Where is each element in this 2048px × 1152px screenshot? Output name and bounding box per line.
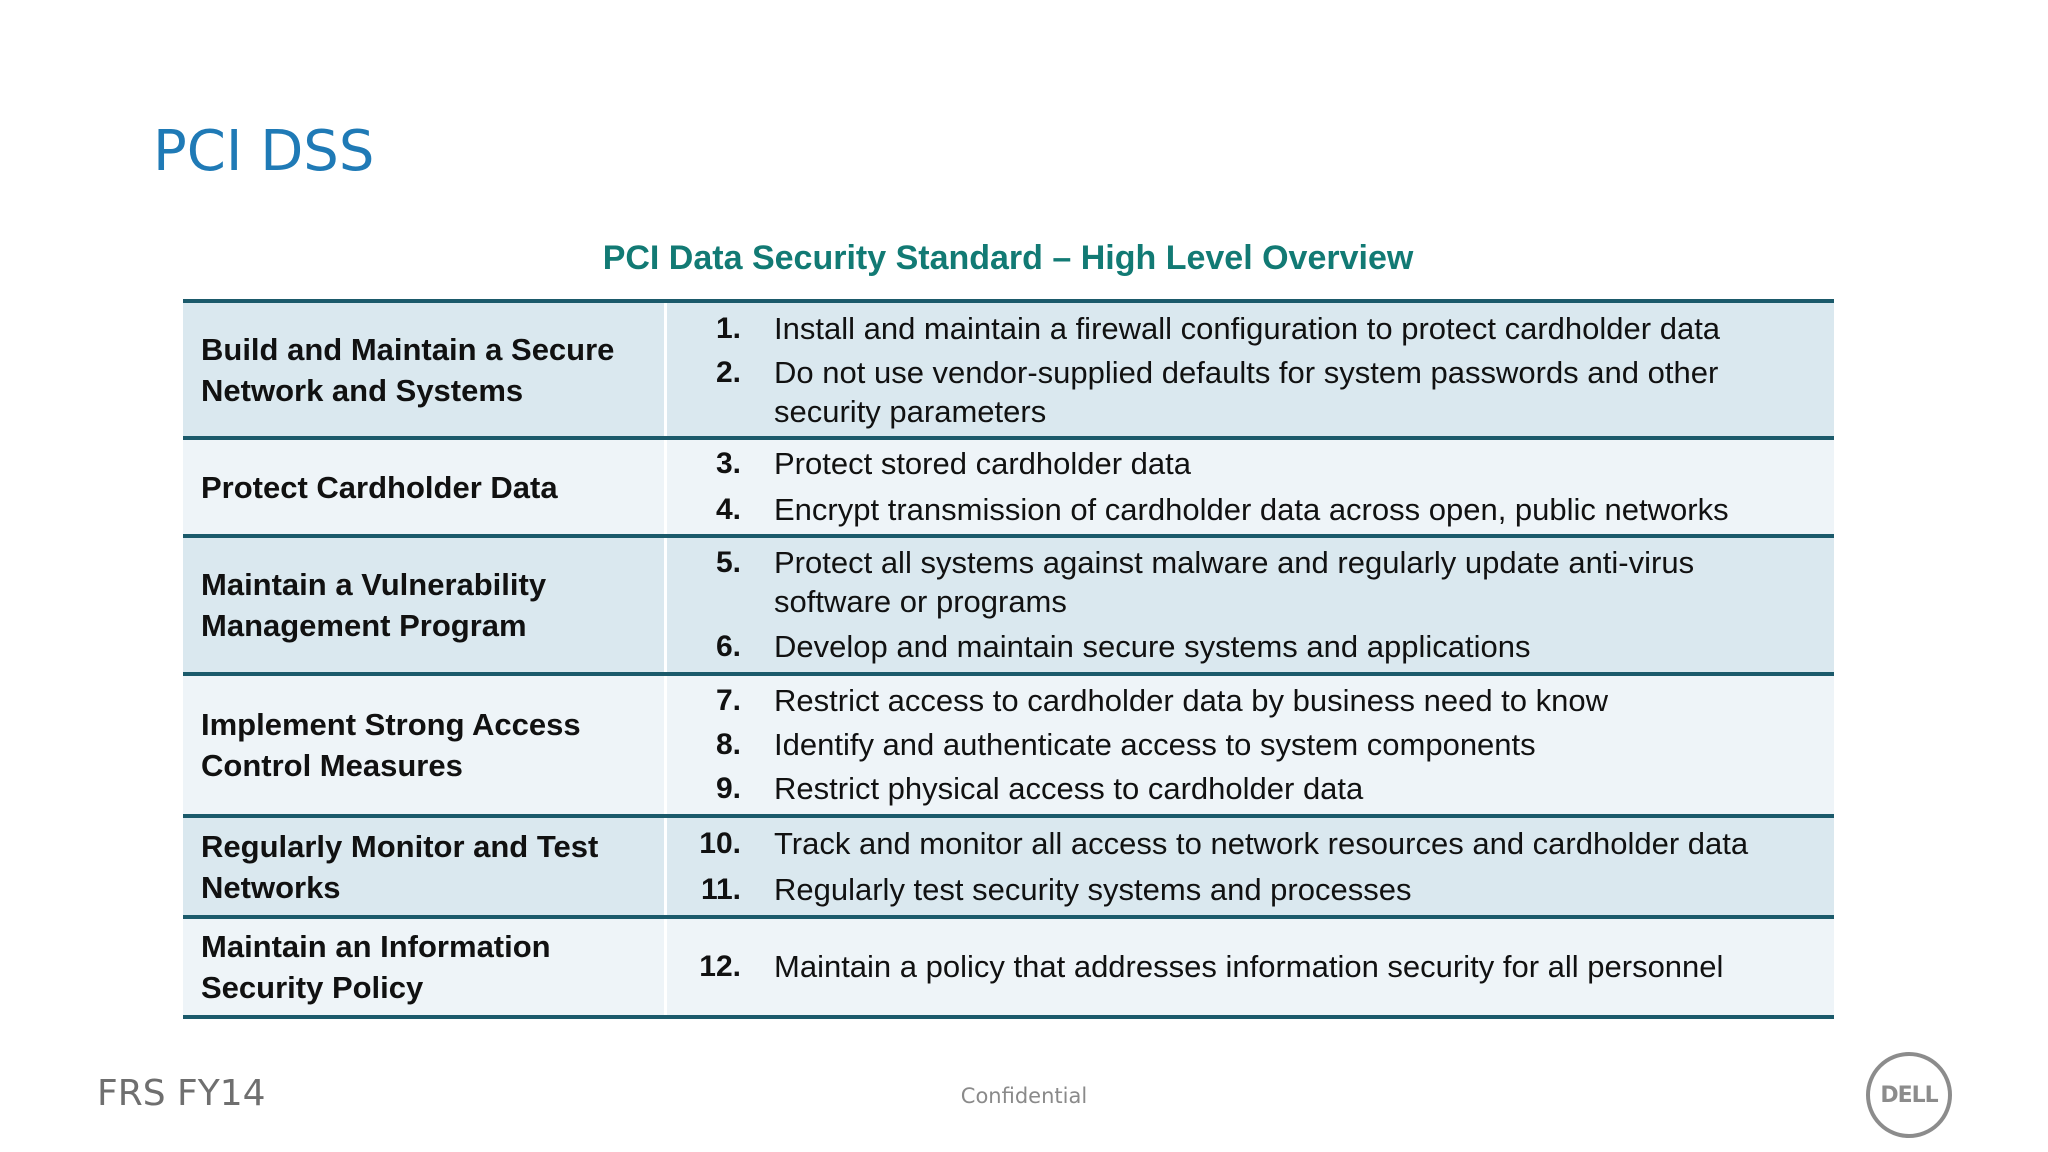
logo-text: DELL — [1880, 1082, 1938, 1108]
requirements-cell — [667, 919, 1834, 1015]
goal-label: Build and Maintain a Secure Network and Systems — [201, 331, 615, 408]
requirement-number: 10. — [699, 826, 741, 860]
requirements-cell — [667, 440, 1834, 534]
goal-cell — [183, 676, 667, 814]
requirement-number: 8. — [715, 728, 741, 761]
requirement-text: Regularly test security systems and processes — [774, 871, 1412, 907]
table-row — [183, 440, 1834, 538]
table-row — [183, 818, 1834, 919]
slide-title: PCI DSS — [153, 119, 375, 184]
requirement-item — [667, 353, 1834, 431]
requirement-item — [667, 681, 1834, 721]
requirements-cell — [667, 818, 1834, 915]
requirement-text: Install and maintain a firewall configuration to protect cardholder data — [774, 310, 1721, 346]
requirement-item — [667, 444, 1834, 484]
requirement-text: Maintain a policy that addresses information security for all personnel — [774, 949, 1724, 984]
requirements-cell — [667, 676, 1834, 814]
requirement-text: Restrict physical access to cardholder data — [774, 771, 1364, 806]
table-row — [183, 303, 1834, 440]
requirement-item — [667, 824, 1834, 864]
table-heading: PCI Data Security Standard – High Level Overview — [602, 239, 1414, 277]
table-row — [183, 919, 1834, 1019]
goal-label: Implement Strong Access Control Measures — [201, 707, 581, 783]
requirement-number: 11. — [700, 872, 741, 906]
requirements-cell — [667, 303, 1834, 436]
requirement-number: 9. — [715, 772, 741, 805]
goal-cell — [183, 919, 667, 1015]
requirement-number: 2. — [715, 355, 741, 389]
goal-cell — [183, 303, 667, 436]
requirements-cell — [667, 538, 1834, 672]
requirement-number: 4. — [715, 493, 741, 526]
requirement-item — [667, 947, 1834, 987]
requirement-number: 12. — [699, 950, 741, 983]
requirement-number: 6. — [715, 630, 741, 663]
goal-cell — [183, 440, 667, 534]
table-row — [183, 538, 1834, 676]
pci-overview-table — [183, 299, 1834, 1019]
requirement-number: 5. — [715, 546, 741, 579]
requirement-item — [667, 769, 1834, 809]
requirement-number: 3. — [715, 447, 741, 480]
requirement-item — [667, 627, 1834, 667]
footer-label: FRS FY14 — [97, 1073, 266, 1114]
requirement-number: 1. — [715, 311, 741, 345]
requirement-item — [667, 309, 1834, 349]
goal-label: Maintain a Vulnerability Management Program — [201, 567, 547, 643]
goal-label: Protect Cardholder Data — [201, 469, 558, 505]
requirement-item — [667, 543, 1834, 621]
requirement-text: Track and monitor all access to network resources and cardholder data — [774, 825, 1749, 861]
requirement-text: Protect stored cardholder data — [774, 446, 1192, 481]
requirement-text: Encrypt transmission of cardholder data across open, public networks — [774, 492, 1729, 527]
dell-logo — [1866, 1052, 1952, 1138]
requirement-text: Restrict access to cardholder data by business need to know — [774, 683, 1609, 718]
requirement-text: Do not use vendor-supplied defaults for system passwords and other security parameters — [774, 354, 1719, 429]
goal-cell — [183, 818, 667, 915]
confidential-label: Confidential — [960, 1084, 1088, 1108]
requirement-text: Identify and authenticate access to system components — [774, 727, 1536, 762]
requirement-text: Protect all systems against malware and regularly update anti-virus software or programs — [774, 545, 1695, 619]
requirement-text: Develop and maintain secure systems and applications — [774, 629, 1531, 664]
goal-label: Regularly Monitor and Test Networks — [201, 828, 599, 905]
requirement-item — [667, 490, 1834, 530]
goal-cell — [183, 538, 667, 672]
requirement-number: 7. — [715, 684, 741, 717]
requirement-item — [667, 870, 1834, 910]
requirement-item — [667, 725, 1834, 765]
table-row — [183, 676, 1834, 818]
goal-label: Maintain an Information Security Policy — [201, 929, 551, 1005]
